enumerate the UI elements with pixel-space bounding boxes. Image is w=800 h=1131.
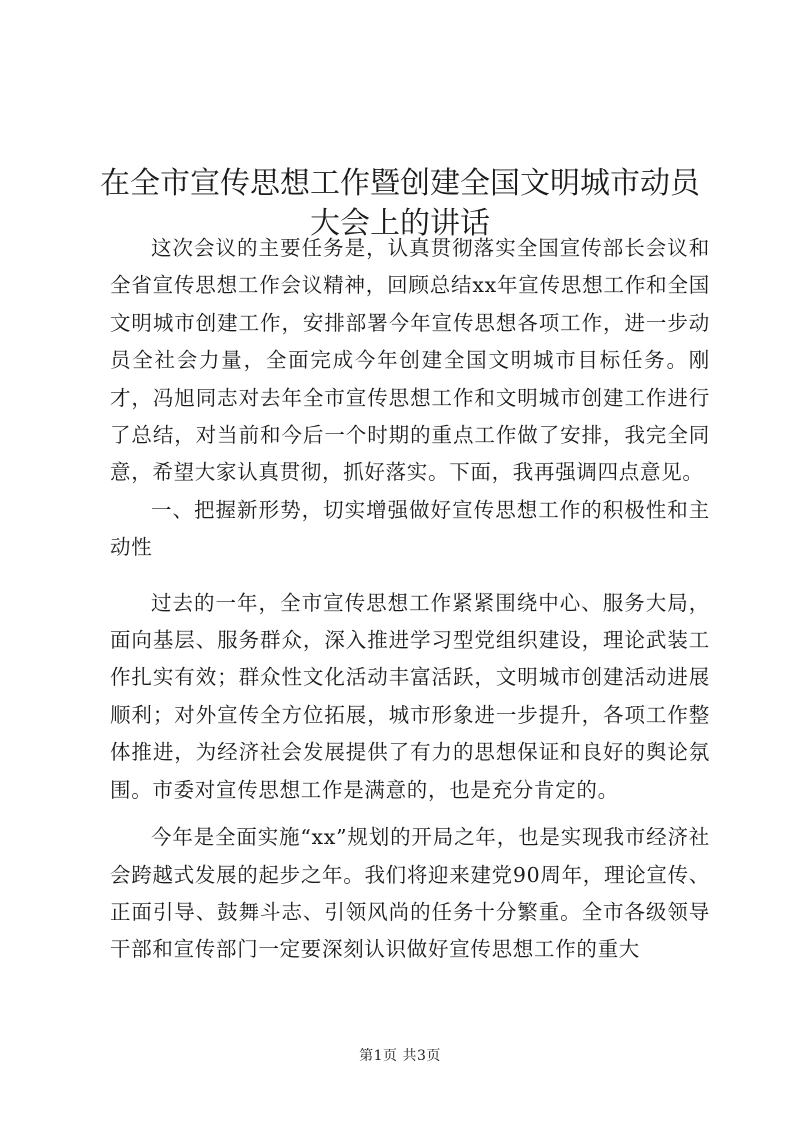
page-footer: 第1页 共3页 (359, 1048, 441, 1064)
paragraph-review: 过去的一年，全市宣传思想工作紧紧围绕中心、服务大局，面向基层、服务群众，深入推进学习型党组织建设，理论武装工作扎实有效；群众性文化活动丰富活跃，文明城市创建活动进展顺利；对外宣传全方位拓展，城市形象进一步提升，各项工作整体推进，为经济社会发展提供了有力的思想保证和良好的舆论氛围。市委对宣传思想工作是满意的，也是充分肯定的。 (110, 590, 710, 802)
paragraph-outlook: 今年是全面实施“xx”规划的开局之年，也是实现我市经济社会跨越式发展的起步之年。我们将迎来建党90周年，理论宣传、正面引导、鼓舞斗志、引领风尚的任务十分繁重。全市各级领导干部和宣传部门一定要深刻认识做好宣传思想工作的重大 (110, 825, 710, 962)
section-heading-1: 一、把握新形势，切实增强做好宣传思想工作的积极性和主动性 (110, 497, 710, 560)
document-title: 在全市宣传思想工作暨创建全国文明城市动员大会上的讲话 (100, 166, 700, 242)
document-body (110, 230, 710, 969)
paragraph-intro: 这次会议的主要任务是，认真贯彻落实全国宣传部长会议和全省宣传思想工作会议精神，回顾总结xx年宣传思想工作和全国文明城市创建工作，安排部署今年宣传思想各项工作，进一步动员全社会力量，全面完成今年创建全国文明城市目标任务。刚才，冯旭同志对去年全市宣传思想工作和文明城市创建工作进行了总结，对当前和今后一个时期的重点工作做了安排，我完全同意，希望大家认真贯彻，抓好落实。下面，我再强调四点意见。 (110, 236, 710, 485)
